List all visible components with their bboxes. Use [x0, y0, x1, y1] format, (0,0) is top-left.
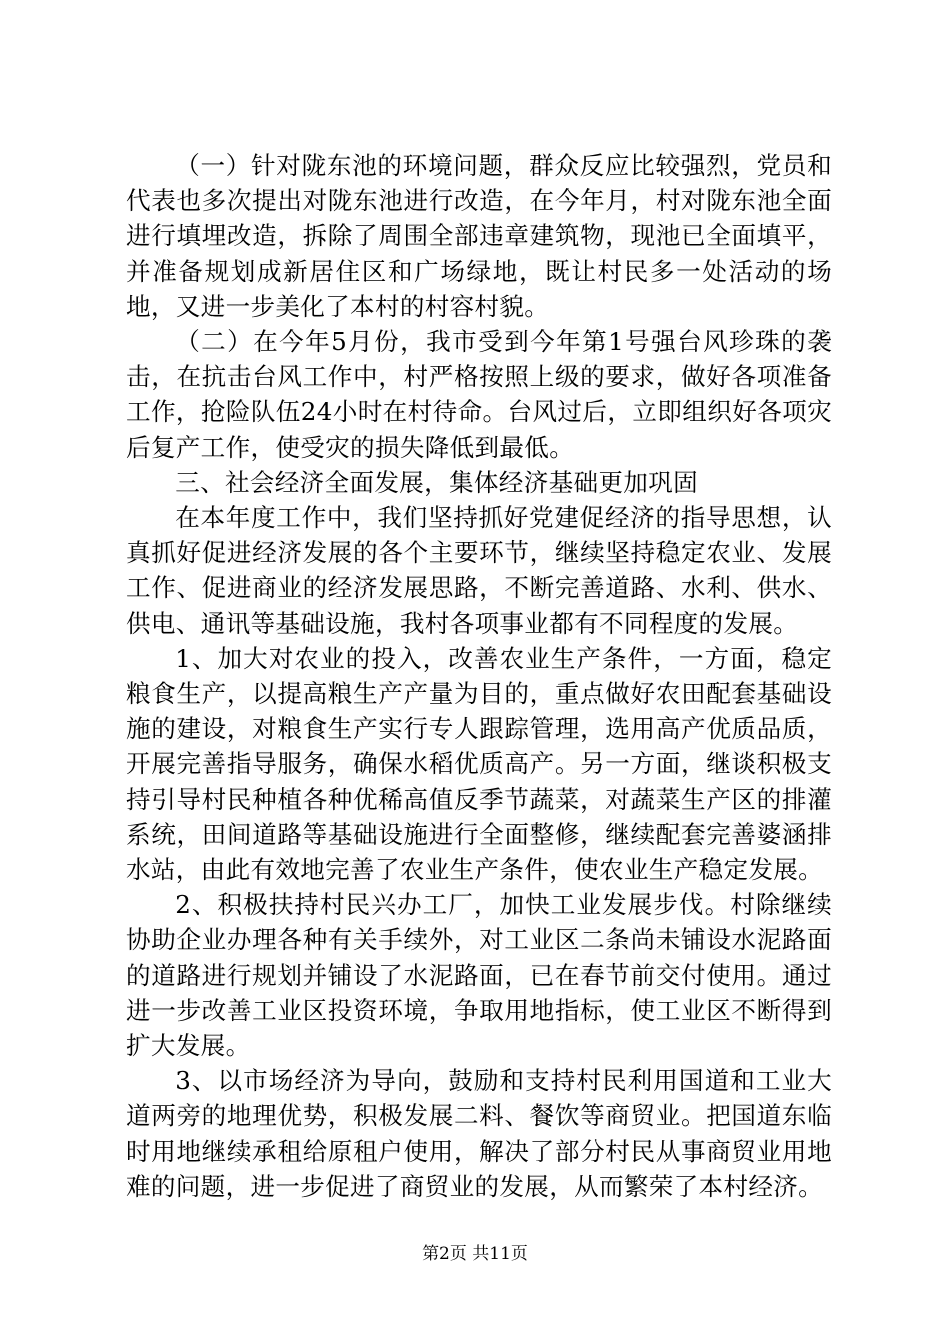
paragraph-commerce: 3、以市场经济为导向，鼓励和支持村民利用国道和工业大道两旁的地理优势，积极发展二料、餐饮等商贸业。把国道东临时用地继续承租给原租户使用，解决了部分村民从事商贸业用地难的问题，进一步促进了商贸业的发展，从而繁荣了本村经济。: [126, 1066, 832, 1201]
document-body: [126, 148, 832, 1204]
paragraph-lake-renovation: （一）针对陇东池的环境问题，群众反应比较强烈，党员和代表也多次提出对陇东池进行改造，在今年月，村对陇东池全面进行填埋改造，拆除了周围全部违章建筑物，现池已全面填平，并准备规划成新居住区和广场绿地，既让村民多一处活动的场地，又进一步美化了本村的村容村貌。: [126, 151, 832, 321]
paragraph-typhoon: （二）在今年5月份，我市受到今年第1号强台风珍珠的袭击，在抗击台风工作中，村严格按照上级的要求，做好各项准备工作，抢险队伍24小时在村待命。台风过后，立即组织好各项灾后复产工作，使受灾的损失降低到最低。: [126, 327, 832, 462]
paragraph-economy-overview: 在本年度工作中，我们坚持抓好党建促经济的指导思想，认真抓好促进经济发展的各个主要环节，继续坚持稳定农业、发展工作、促进商业的经济发展思路，不断完善道路、水利、供水、供电、通讯等基础设施，我村各项事业都有不同程度的发展。: [126, 503, 832, 638]
paragraph-industry: 2、积极扶持村民兴办工厂，加快工业发展步伐。村除继续协助企业办理各种有关手续外，对工业区二条尚未铺设水泥路面的道路进行规划并铺设了水泥路面，已在春节前交付使用。通过进一步改善工业区投资环境，争取用地指标，使工业区不断得到扩大发展。: [126, 890, 832, 1061]
page-number: 第2页 共11页: [422, 1244, 528, 1264]
page-footer: [0, 1243, 950, 1265]
paragraph-agriculture: 1、加大对农业的投入，改善农业生产条件，一方面，稳定粮食生产，以提高粮生产产量为目的，重点做好农田配套基础设施的建设，对粮食生产实行专人跟踪管理，选用高产优质品质，开展完善指导服务，确保水稻优质高产。另一方面，继谈积极支持引导村民种植各种优稀高值反季节蔬菜，对蔬菜生产区的排灌系统，田间道路等基础设施进行全面整修，继续配套完善婆涵排水站，由此有效地完善了农业生产条件，使农业生产稳定发展。: [126, 643, 832, 885]
section-heading-economy: 三、社会经济全面发展，集体经济基础更加巩固: [175, 467, 698, 497]
